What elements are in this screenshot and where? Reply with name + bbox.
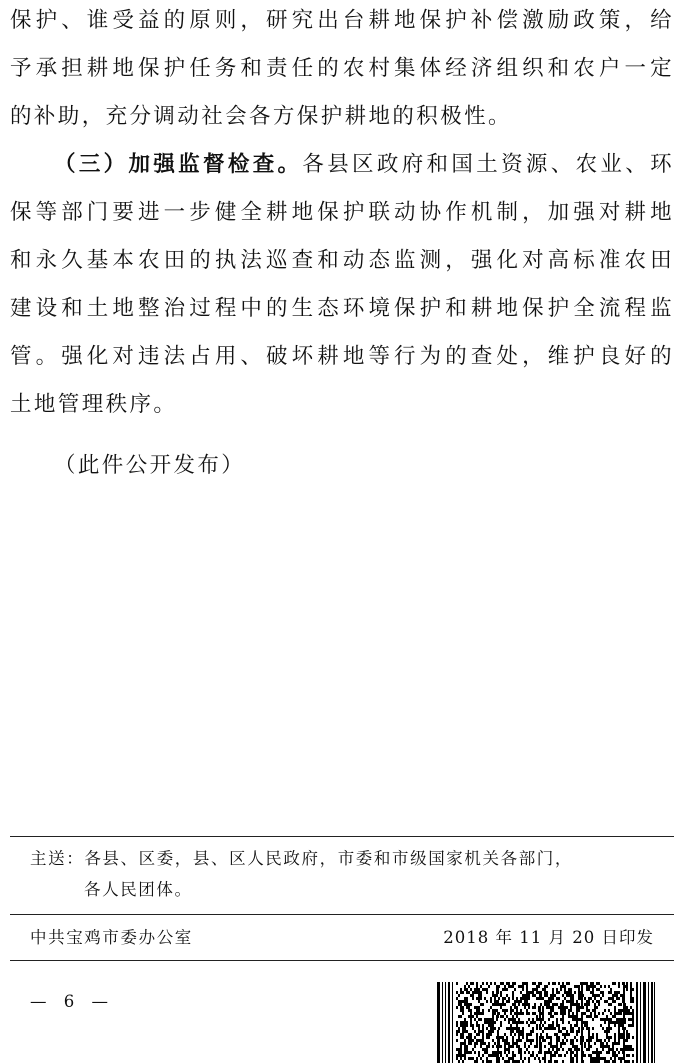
section-3-line-6: 土地管理秩序。 (10, 392, 178, 417)
section-3-heading: （三）加强监督检查。 (54, 152, 303, 177)
section-3-line-2: 保等部门要进一步健全耕地保护联动协作机制，加强对耕地 (10, 200, 674, 225)
body-line-1: 保护、谁受益的原则，研究出台耕地保护补偿激励政策，给 (10, 8, 674, 33)
footer-middle-rule (10, 914, 674, 915)
section-3-first-line-rest: 各县区政府和国土资源、农业、环 (302, 152, 674, 177)
cc-line-2: 各人民团体。 (84, 880, 193, 899)
issue-date: 2018 年 11 月 20 日印发 (443, 928, 654, 947)
section-3-line-4: 建设和土地整治过程中的生态环境保护和耕地保护全流程监 (10, 296, 674, 321)
cc-line-1 (30, 848, 573, 870)
barcode-image (437, 982, 655, 1063)
section-3-line-5: 管。强化对违法占用、破坏耕地等行为的查处，维护良好的 (10, 344, 674, 369)
publication-note: （此件公开发布） (54, 453, 246, 478)
page-number: — 6 — (30, 992, 114, 1011)
cc-label: 主送： (30, 849, 85, 868)
body-line-3: 的补助，充分调动社会各方保护耕地的积极性。 (10, 104, 512, 129)
footer-top-rule (10, 836, 674, 837)
section-3-line-3: 和永久基本农田的执法巡查和动态监测，强化对高标准农田 (10, 248, 674, 273)
footer-bottom-rule (10, 960, 674, 961)
body-line-2: 予承担耕地保护任务和责任的农村集体经济组织和农户一定 (10, 56, 674, 81)
section-3-first-line (54, 150, 674, 180)
issuer: 中共宝鸡市委办公室 (30, 928, 193, 947)
cc-recipients: 各县、区委，县、区人民政府，市委和市级国家机关各部门， (84, 849, 574, 868)
barcode-graphic (437, 982, 655, 1063)
